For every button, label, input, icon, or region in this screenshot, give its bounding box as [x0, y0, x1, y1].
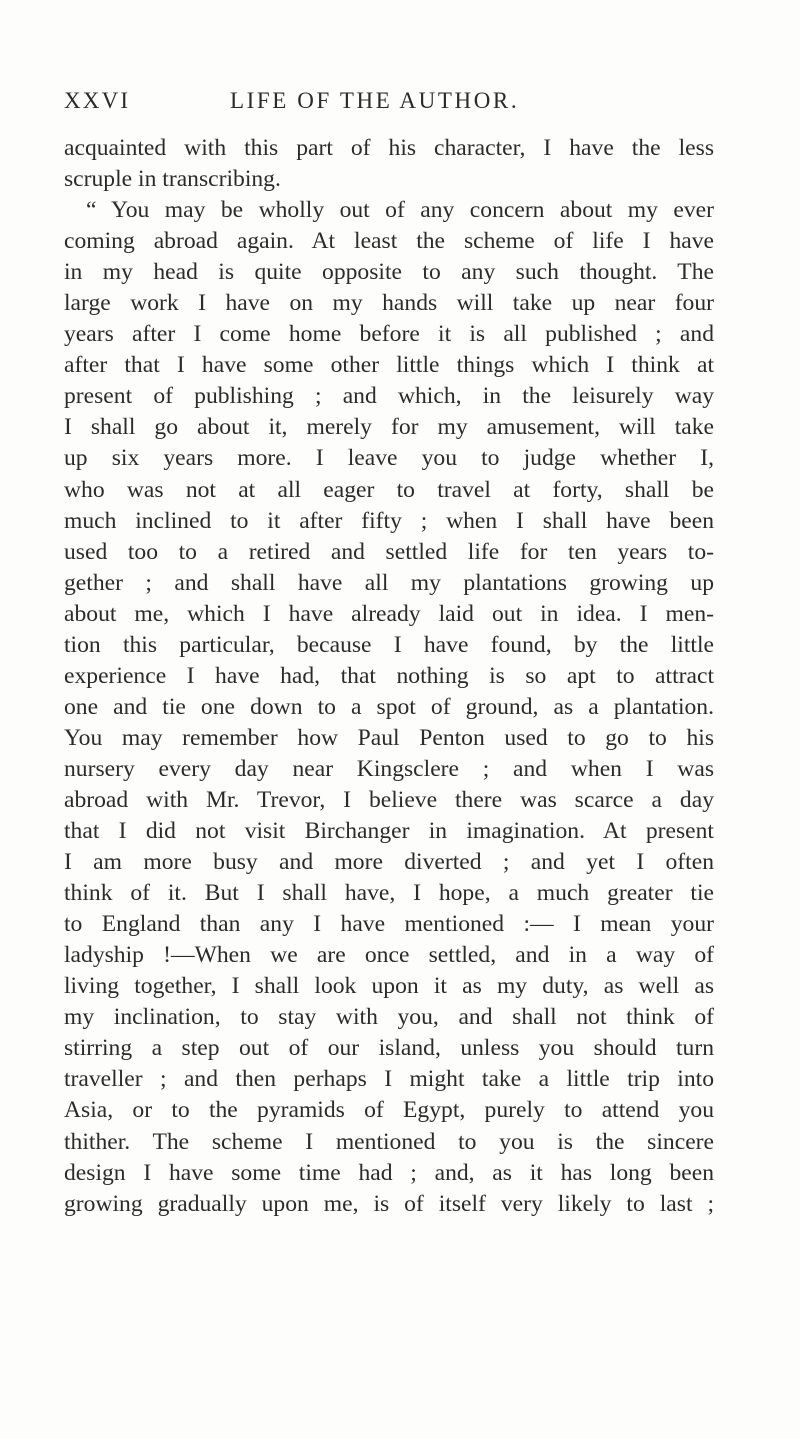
- text-line: about me, which I have already laid out in idea. I men-: [64, 600, 714, 627]
- page-header: [64, 88, 736, 118]
- text-line: think of it. But I shall have, I hope, a much greater tie: [64, 880, 714, 907]
- text-line: acquainted with this part of his character, I have the less: [64, 135, 714, 161]
- text-line: living together, I shall look upon it as my duty, as well as: [64, 973, 714, 1000]
- text-line: who was not at all eager to travel at forty, shall be: [64, 476, 714, 503]
- text-line: design I have some time had ; and, as it has long been: [64, 1159, 714, 1186]
- text-line: You may remember how Paul Penton used to go to his: [64, 724, 714, 751]
- text-line: “ You may be wholly out of any concern about my ever: [86, 197, 714, 224]
- text-line: my inclination, to stay with you, and shall not think of: [64, 1004, 714, 1031]
- text-line: traveller ; and then perhaps I might take a little trip into: [64, 1066, 714, 1093]
- text-line: present of publishing ; and which, in the leisurely way: [64, 383, 714, 410]
- text-line: stirring a step out of our island, unless you should turn: [64, 1035, 714, 1062]
- text-line: used too to a retired and settled life for ten years to-: [64, 538, 714, 565]
- text-line: to England than any I have mentioned :— I mean your: [64, 911, 714, 938]
- text-line: years after I come home before it is all published ; and: [64, 321, 714, 348]
- text-line: that I did not visit Birchanger in imagination. At present: [64, 818, 714, 845]
- text-line: growing gradually upon me, is of itself very likely to last ;: [64, 1190, 714, 1217]
- text-line: after that I have some other little things which I think at: [64, 352, 714, 379]
- page-number: XXVI: [64, 88, 131, 113]
- text-line: experience I have had, that nothing is so apt to attract: [64, 662, 714, 689]
- text-line: ladyship !—When we are once settled, and in a way of: [64, 942, 714, 969]
- text-line: I am more busy and more diverted ; and yet I often: [64, 849, 714, 876]
- text-line: I shall go about it, merely for my amusement, will take: [64, 414, 714, 441]
- text-line: much inclined to it after fifty ; when I shall have been: [64, 507, 714, 534]
- text-line: Asia, or to the pyramids of Egypt, purely to attend you: [64, 1097, 714, 1124]
- text-line: nursery every day near Kingsclere ; and when I was: [64, 755, 714, 782]
- text-line: abroad with Mr. Trevor, I believe there was scarce a day: [64, 786, 714, 813]
- text-line: large work I have on my hands will take up near four: [64, 290, 714, 317]
- text-line: tion this particular, because I have found, by the little: [64, 631, 714, 658]
- running-title: LIFE OF THE AUTHOR.: [230, 88, 520, 113]
- text-line: thither. The scheme I mentioned to you is the sincere: [64, 1128, 714, 1155]
- text-line: scruple in transcribing.: [64, 166, 281, 193]
- text-line: up six years more. I leave you to judge whether I,: [64, 445, 714, 472]
- text-line: one and tie one down to a spot of ground, as a plantation.: [64, 693, 714, 720]
- text-line: coming abroad again. At least the scheme of life I have: [64, 228, 714, 255]
- text-line: gether ; and shall have all my plantations growing up: [64, 569, 714, 596]
- body-text: [64, 133, 714, 1220]
- text-line: in my head is quite opposite to any such thought. The: [64, 259, 714, 286]
